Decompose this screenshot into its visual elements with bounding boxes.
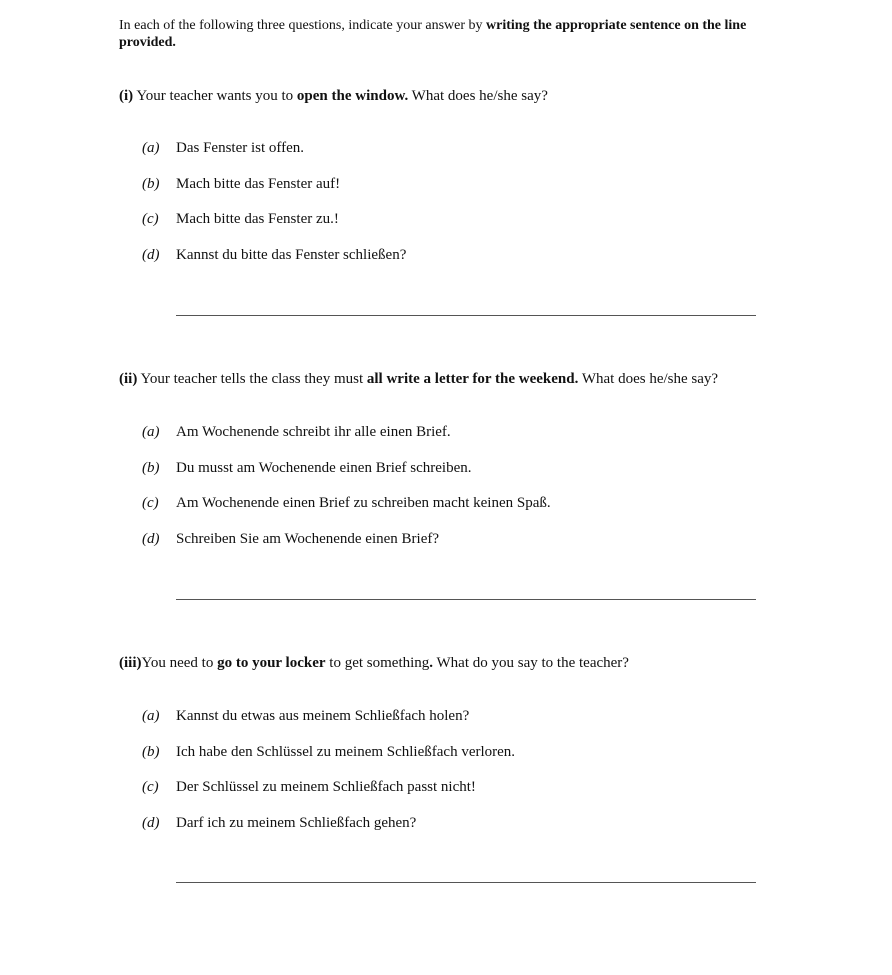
question-1-options (142, 139, 802, 281)
option-letter: (b) (142, 459, 160, 476)
question-text: You need to (141, 655, 218, 671)
question-3-prompt (119, 654, 819, 672)
option-b (142, 175, 802, 211)
question-number: (i) (119, 88, 134, 104)
question-text-end: What do you say to the teacher? (433, 655, 629, 671)
option-letter: (d) (142, 814, 160, 831)
answer-line-3[interactable] (176, 882, 756, 883)
option-text: Mach bitte das Fenster auf! (176, 175, 341, 192)
question-period: . (429, 655, 434, 671)
option-letter: (a) (142, 708, 160, 724)
answer-line-1[interactable] (176, 315, 756, 316)
question-text-end: What does he/she say? (408, 88, 548, 104)
answer-line-2[interactable] (176, 599, 756, 600)
option-letter: (c) (142, 779, 159, 795)
question-keyphrase: all write a letter for the weekend. (366, 371, 579, 387)
option-letter: (c) (142, 211, 159, 227)
option-a (142, 707, 802, 743)
option-letter: (b) (142, 743, 160, 760)
question-number: (ii) (119, 371, 138, 387)
question-number: (iii) (119, 655, 142, 671)
option-letter: (d) (142, 246, 160, 263)
option-letter: (c) (142, 495, 159, 511)
option-letter: (a) (142, 424, 160, 440)
option-c (142, 778, 802, 814)
question-2-options (142, 423, 802, 565)
instructions (119, 17, 769, 51)
option-text: Am Wochenende schreibt ihr alle einen Brief. (176, 424, 451, 440)
question-2-prompt (119, 370, 819, 388)
question-keyphrase: go to your locker (217, 655, 326, 671)
question-keyphrase: open the window. (296, 88, 409, 104)
question-1-prompt (119, 87, 819, 105)
option-a (142, 139, 802, 175)
option-c (142, 494, 802, 530)
option-text: Am Wochenende einen Brief zu schreiben macht keinen Spaß. (176, 495, 551, 511)
option-text: Du musst am Wochenende einen Brief schreiben. (176, 459, 472, 476)
question-text: Your teacher wants you to (136, 88, 297, 104)
option-a (142, 423, 802, 459)
option-text: Das Fenster ist offen. (176, 140, 305, 156)
option-letter: (d) (142, 530, 160, 547)
option-text: Darf ich zu meinem Schließfach gehen? (176, 814, 417, 831)
option-letter: (a) (142, 140, 160, 156)
question-3-options (142, 707, 802, 849)
option-text: Kannst du etwas aus meinem Schließfach holen? (176, 708, 470, 724)
question-text-mid: to get something (325, 655, 430, 671)
option-text: Ich habe den Schlüssel zu meinem Schließfach verloren. (176, 743, 516, 760)
question-text: Your teacher tells the class they must (140, 371, 367, 387)
option-letter: (b) (142, 175, 160, 192)
option-text: Der Schlüssel zu meinem Schließfach passt nicht! (176, 779, 476, 795)
instructions-emphasis: writing the appropriate sentence on the line provided. (119, 18, 747, 50)
option-b (142, 743, 802, 779)
option-text: Mach bitte das Fenster zu.! (176, 211, 339, 227)
option-text: Schreiben Sie am Wochenende einen Brief? (176, 530, 439, 547)
option-d (142, 530, 802, 566)
option-d (142, 814, 802, 850)
option-c (142, 210, 802, 246)
question-text-end: What does he/she say? (578, 371, 719, 387)
option-text: Kannst du bitte das Fenster schließen? (176, 246, 407, 263)
instructions-lead: In each of the following three questions, indicate your answer by (119, 18, 487, 33)
option-d (142, 246, 802, 282)
option-b (142, 459, 802, 495)
